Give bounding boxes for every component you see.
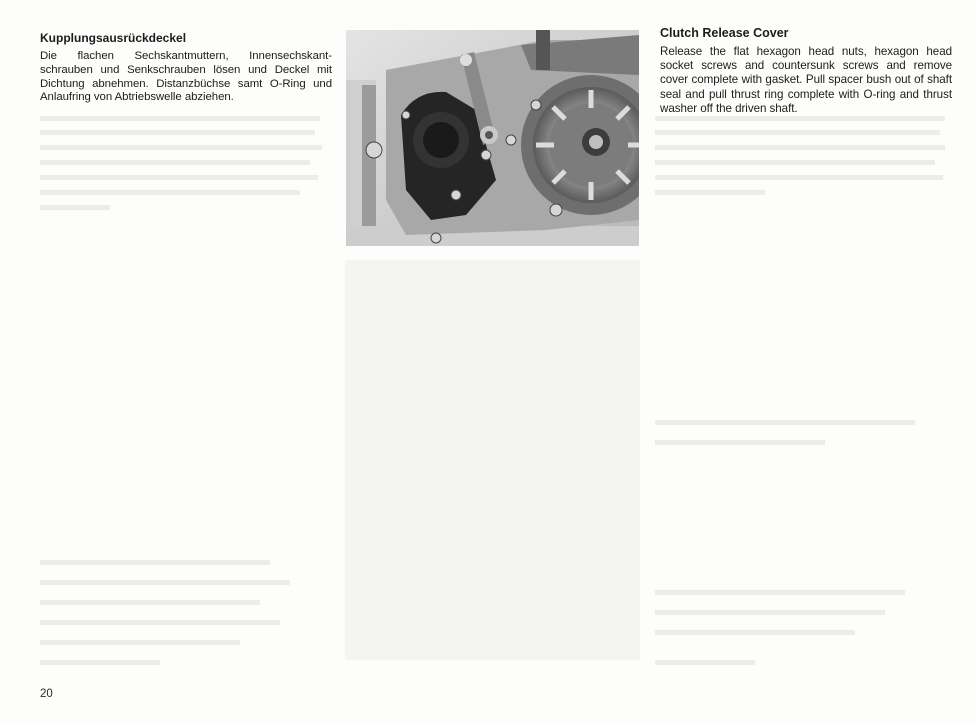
page-number: 20 bbox=[40, 688, 53, 700]
english-section bbox=[660, 26, 952, 116]
english-body-text: Release the flat hexagon head nuts, hexagon head socket screws and countersunk screws and remove cover complete with gasket. Pull spacer bush out of shaft seal and pull thrust ring complete with O-ring and thrust washer off the driven shaft. bbox=[660, 45, 952, 115]
german-body-text: Die flachen Sechskantmuttern, Innensechskant-schrauben und Senkschrauben lösen und Deckel mit Dichtung abnehmen. Distanzbüchse samt O-Ring und Anlaufring von Abtriebswelle abziehen. bbox=[40, 50, 332, 104]
engine-photo bbox=[346, 30, 639, 246]
german-section bbox=[40, 31, 332, 105]
engine-photo-icon bbox=[346, 30, 639, 246]
german-heading: Kupplungsausrückdeckel bbox=[40, 31, 187, 45]
english-heading: Clutch Release Cover bbox=[660, 26, 789, 40]
